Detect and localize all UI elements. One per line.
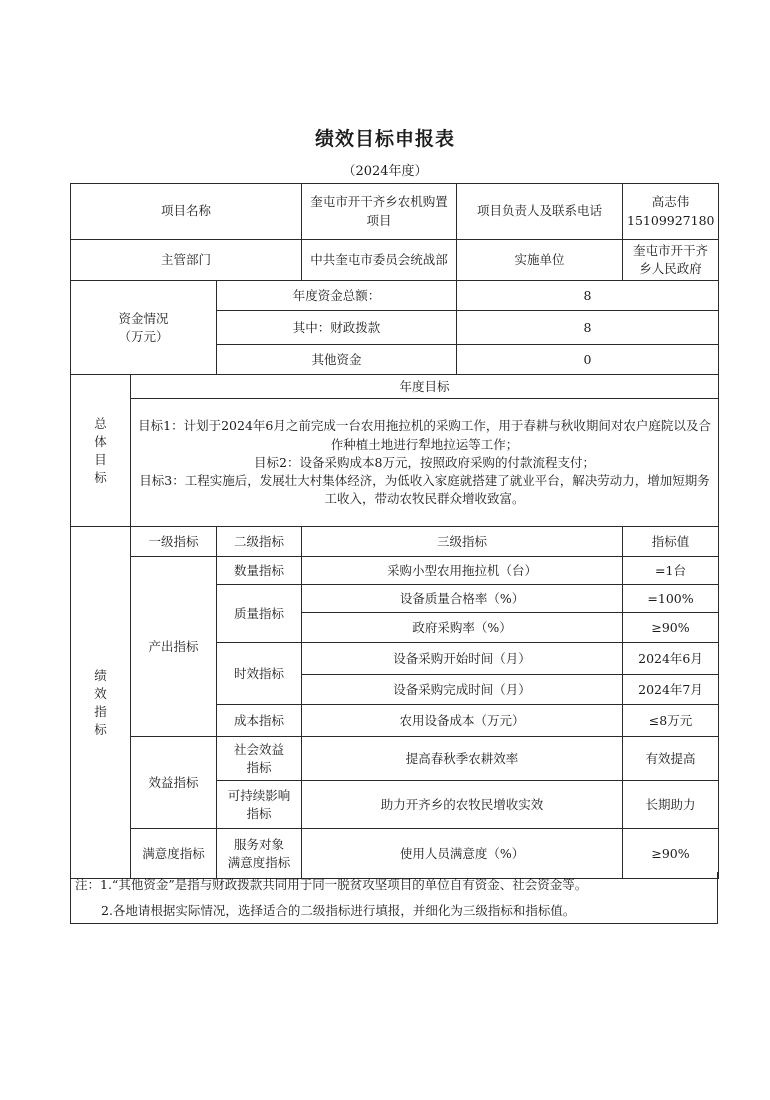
satisfaction-sub-label: 服务对象 满意度指标 [217,829,302,879]
header-level1: 一级指标 [131,527,217,557]
quality-value-1: =100% [623,585,719,613]
table-row [71,557,719,585]
header-level2: 二级指标 [217,527,302,557]
timeliness-label: 时效指标 [217,643,302,705]
quality-value-2: ≥90% [623,613,719,643]
sustain-value: 长期助力 [623,781,719,829]
output-label: 产出指标 [131,557,217,737]
header-level3: 三级指标 [302,527,623,557]
quantity-value: =1台 [623,557,719,585]
dept-label: 主管部门 [71,240,302,281]
benefit-label: 效益指标 [131,737,217,829]
indicators-side-label: 绩 效 指 标 [71,527,131,879]
quality-item-1: 设备质量合格率（%） [302,585,623,613]
timeliness-value-2: 2024年7月 [623,675,719,705]
satisfaction-label: 满意度指标 [131,829,217,879]
funds-total-label: 年度资金总额： [217,281,457,311]
funds-label-line2: （万元） [118,328,169,344]
cost-value: ≤8万元 [623,705,719,737]
table-row [71,737,719,781]
social-label: 社会效益 指标 [217,737,302,781]
indicator-header-row [71,527,719,557]
impl-value: 奎屯市开干齐乡人民政府 [623,240,719,281]
department-row [71,240,719,281]
quality-item-2: 政府采购率（%） [302,613,623,643]
quantity-label: 数量指标 [217,557,302,585]
page-title: 绩效目标申报表 [314,128,455,150]
goal-item: 目标3：工程实施后，发展壮大村集体经济，为低收入家庭就搭建了就业平台，解决劳动力，增加短期务工收入，带动农牧民群众增收致富。 [139,472,710,506]
satisfaction-item: 使用人员满意度（%） [302,829,623,879]
note-line-1: 注：1.“其他资金”是指与财政拨款共同用于同一脱贫攻坚项目的单位自有资金、社会资金等。 [75,877,588,892]
table-notes [70,872,718,924]
contact-value [623,184,719,240]
quality-label: 质量指标 [217,585,302,643]
contact-phone: 15109927180 [627,212,715,228]
quantity-item: 采购小型农用拖拉机（台） [302,557,623,585]
dept-value: 中共奎屯市委员会统战部 [302,240,457,281]
timeliness-item-1: 设备采购开始时间（月） [302,643,623,675]
funds-other-value: 0 [457,345,719,375]
goals-header: 年度目标 [131,375,719,399]
project-name-label: 项目名称 [71,184,302,240]
timeliness-value-1: 2024年6月 [623,643,719,675]
social-value: 有效提高 [623,737,719,781]
social-item: 提高春秋季农耕效率 [302,737,623,781]
funds-total-value: 8 [457,281,719,311]
goals-body-row [71,399,719,527]
satisfaction-value: ≥90% [623,829,719,879]
contact-label: 项目负责人及联系电话 [457,184,623,240]
funds-other-label: 其他资金 [217,345,457,375]
goal-item: 目标1：计划于2024年6月之前完成一台农用拖拉机的采购工作，用于春耕与秋收期间对农户庭院以及合作种植土地进行犁地拉运等工作； [138,418,711,452]
sustain-item: 助力开齐乡的农牧民增收实效 [302,781,623,829]
funds-label-line1: 资金情况 [118,310,169,326]
goals-text [131,399,719,527]
funds-label [71,281,217,375]
cost-item: 农用设备成本（万元） [302,705,623,737]
project-row [71,184,719,240]
funds-row [71,281,719,311]
page-subtitle: （2024年度） [342,164,428,179]
funds-fiscal-label: 其中：财政拨款 [217,311,457,345]
performance-target-table [70,183,719,879]
contact-name: 高志伟 [651,194,690,210]
goals-side-label: 总 体 目 标 [71,375,131,527]
cost-label: 成本指标 [217,705,302,737]
header-value: 指标值 [623,527,719,557]
project-name-value: 奎屯市开干齐乡农机购置项目 [302,184,457,240]
sustain-label: 可持续影响 指标 [217,781,302,829]
funds-fiscal-value: 8 [457,311,719,345]
note-line-2: 2.各地请根据实际情况，选择适合的二级指标进行填报，并细化为三级指标和指标值。 [101,903,576,918]
goals-header-row [71,375,719,399]
goal-item: 目标2：设备采购成本8万元，按照政府采购的付款流程支付； [254,454,595,470]
impl-label: 实施单位 [457,240,623,281]
timeliness-item-2: 设备采购完成时间（月） [302,675,623,705]
